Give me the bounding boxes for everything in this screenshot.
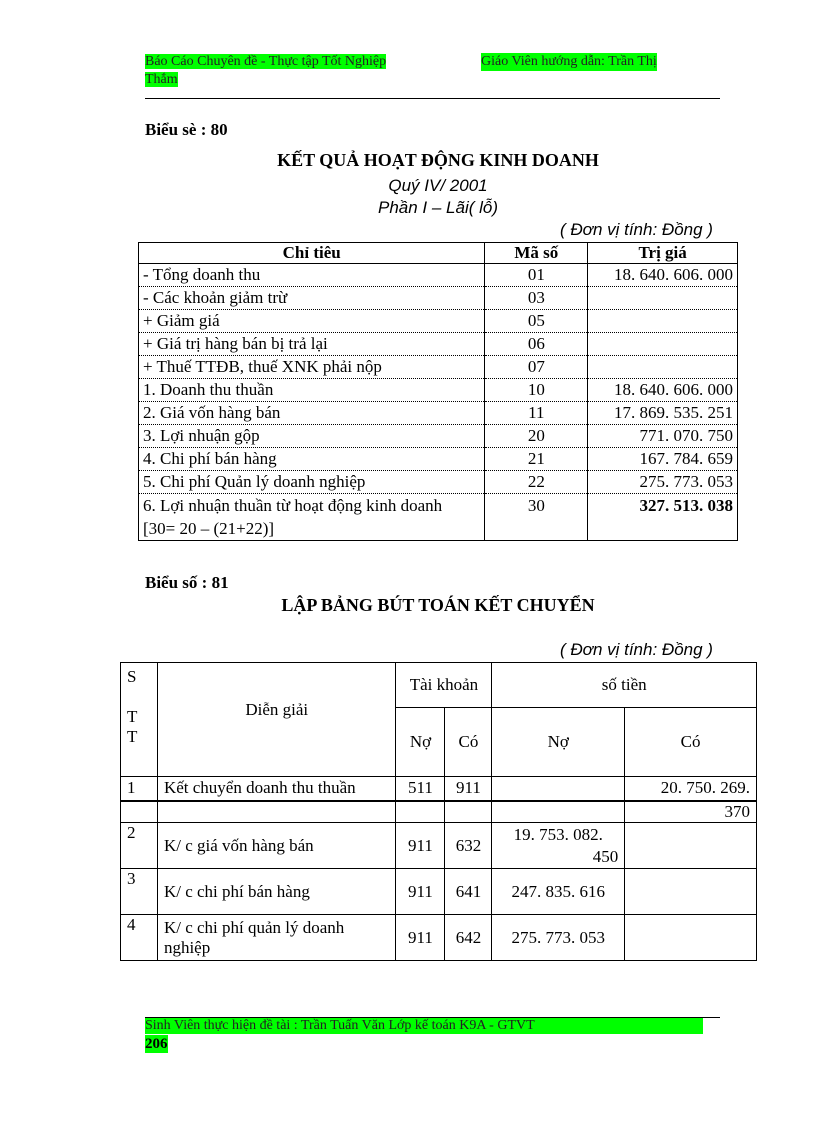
row-code: 07 xyxy=(485,356,588,379)
row-value xyxy=(588,310,738,333)
table-row xyxy=(139,356,738,379)
row-credit-account: 632 xyxy=(445,823,492,869)
row-code: 11 xyxy=(485,402,588,425)
row-value xyxy=(588,287,738,310)
table-row xyxy=(121,777,757,801)
stt-letter-s: S xyxy=(127,667,137,686)
row-item: + Giảm giá xyxy=(139,310,485,333)
empty-cell xyxy=(157,801,396,823)
row-description: K/ c giá vốn hàng bán xyxy=(157,823,396,869)
stt-letter-t2: T xyxy=(127,727,138,746)
row-value: 771. 070. 750 xyxy=(588,425,738,448)
header-right-text: Giáo Viên hướng dẫn: Trần Thị xyxy=(481,54,657,69)
row-item xyxy=(139,494,485,541)
col-header-value: Trị giá xyxy=(588,243,738,264)
row-code: 22 xyxy=(485,471,588,494)
col-header-stt xyxy=(121,663,158,777)
empty-cell xyxy=(492,801,625,823)
section2-unit: ( Đơn vị tính: Đồng ) xyxy=(560,640,713,659)
table-header-row xyxy=(139,243,738,264)
row-stt: 1 xyxy=(121,777,158,801)
table-row xyxy=(139,425,738,448)
row-debit-amount xyxy=(492,823,625,869)
row-value: 18. 640. 606. 000 xyxy=(588,379,738,402)
row-item: 3. Lợi nhuận gộp xyxy=(139,425,485,448)
row-debit-account: 911 xyxy=(396,869,445,915)
row-code: 21 xyxy=(485,448,588,471)
col-header-description: Diễn giải xyxy=(157,663,396,777)
table-row xyxy=(139,287,738,310)
row-value: 167. 784. 659 xyxy=(588,448,738,471)
row-item: + Giá trị hàng bán bị trả lại xyxy=(139,333,485,356)
row-code: 01 xyxy=(485,264,588,287)
row-item: 5. Chi phí Quản lý doanh nghiệp xyxy=(139,471,485,494)
row-debit-amount xyxy=(492,777,625,801)
row-value: 18. 640. 606. 000 xyxy=(588,264,738,287)
row-description-line1: K/ c chi phí quản lý doanh xyxy=(163,917,345,937)
row-code: 30 xyxy=(485,494,588,541)
header-rule xyxy=(145,98,720,99)
col-header-credit-account: Có xyxy=(445,708,492,777)
row-credit-account: 642 xyxy=(445,915,492,961)
table-row xyxy=(121,823,757,869)
section1-subtitle-part: Phần I – Lãi( lỗ) xyxy=(377,198,498,217)
row-stt: 2 xyxy=(121,823,158,869)
row-description: K/ c chi phí bán hàng xyxy=(157,869,396,915)
header-right-continued: Thắm xyxy=(145,72,178,87)
table-row xyxy=(139,310,738,333)
section1-title: KẾT QUẢ HOẠT ĐỘNG KINH DOANH xyxy=(277,150,599,170)
row-item: - Tổng doanh thu xyxy=(139,264,485,287)
stt-letter-t1: T xyxy=(127,707,138,726)
section2-title: LẬP BẢNG BÚT TOÁN KẾT CHUYỂN xyxy=(281,595,595,615)
empty-cell xyxy=(396,801,445,823)
row-description xyxy=(157,915,396,961)
table-row-total xyxy=(139,494,738,541)
row-code: 10 xyxy=(485,379,588,402)
row-credit-account: 641 xyxy=(445,869,492,915)
row-credit-amount xyxy=(625,823,757,869)
col-header-credit-amount: Có xyxy=(625,708,757,777)
row-debit-amount: 247. 835. 616 xyxy=(492,869,625,915)
row-item: - Các khoản giảm trừ xyxy=(139,287,485,310)
row-stt: 3 xyxy=(121,869,158,915)
page-header xyxy=(145,53,705,89)
table-row-continuation xyxy=(121,801,757,823)
row-debit-account: 911 xyxy=(396,823,445,869)
business-results-table xyxy=(138,242,738,541)
table-row xyxy=(139,471,738,494)
row-credit-amount: 20. 750. 269. xyxy=(625,777,757,801)
row-description-line2: nghiệp xyxy=(163,937,211,957)
section1-subtitle-quarter: Quý IV/ 2001 xyxy=(388,176,488,195)
row-debit-account: 511 xyxy=(396,777,445,801)
table-row xyxy=(139,379,738,402)
section1-unit: ( Đơn vị tính: Đồng ) xyxy=(560,220,713,239)
row-code: 05 xyxy=(485,310,588,333)
transfer-entries-table xyxy=(120,662,757,961)
row-value: 327. 513. 038 xyxy=(588,494,738,541)
row-value: 275. 773. 053 xyxy=(588,471,738,494)
row-credit-amount-continued: 370 xyxy=(625,801,757,823)
row-code: 20 xyxy=(485,425,588,448)
row-stt: 4 xyxy=(121,915,158,961)
row-debit-amount-line2: 450 xyxy=(592,846,619,866)
row-item-line2: [30= 20 – (21+22)] xyxy=(143,519,275,538)
page-number: 206 xyxy=(145,1036,168,1052)
row-item: 4. Chi phí bán hàng xyxy=(139,448,485,471)
row-value xyxy=(588,333,738,356)
row-debit-account: 911 xyxy=(396,915,445,961)
table-row xyxy=(121,915,757,961)
row-code: 06 xyxy=(485,333,588,356)
col-header-debit-account: Nợ xyxy=(396,708,445,777)
row-value xyxy=(588,356,738,379)
table-row xyxy=(139,402,738,425)
row-debit-amount-line1: 19. 753. 082. xyxy=(513,824,603,844)
col-header-account: Tài khoản xyxy=(396,663,492,708)
table-row xyxy=(139,264,738,287)
section2-label: Biểu số : 81 xyxy=(145,573,229,592)
col-header-code: Mã số xyxy=(485,243,588,264)
col-header-debit-amount: Nợ xyxy=(492,708,625,777)
table-header-row-1 xyxy=(121,663,757,708)
row-item: + Thuế TTĐB, thuế XNK phải nộp xyxy=(139,356,485,379)
row-value: 17. 869. 535. 251 xyxy=(588,402,738,425)
row-credit-account: 911 xyxy=(445,777,492,801)
col-header-item: Chỉ tiêu xyxy=(139,243,485,264)
row-debit-amount: 275. 773. 053 xyxy=(492,915,625,961)
table-row xyxy=(139,448,738,471)
footer-text: Sinh Viên thực hiện đề tài : Trần Tuấn Văn Lớp kế toán K9A - GTVT xyxy=(145,1018,703,1034)
row-credit-amount xyxy=(625,869,757,915)
empty-cell xyxy=(445,801,492,823)
col-header-amount: số tiền xyxy=(492,663,757,708)
empty-cell xyxy=(121,801,158,823)
row-description: Kết chuyển doanh thu thuần xyxy=(157,777,396,801)
row-item: 1. Doanh thu thuần xyxy=(139,379,485,402)
table-row xyxy=(121,869,757,915)
row-item-line1: 6. Lợi nhuận thuần từ hoạt động kinh doanh xyxy=(143,496,443,515)
section1-label: Biểu sè : 80 xyxy=(145,120,228,139)
row-credit-amount xyxy=(625,915,757,961)
row-code: 03 xyxy=(485,287,588,310)
header-left-text: Báo Cáo Chuyên đề - Thực tập Tốt Nghiệp xyxy=(145,54,387,69)
table-row xyxy=(139,333,738,356)
row-item: 2. Giá vốn hàng bán xyxy=(139,402,485,425)
